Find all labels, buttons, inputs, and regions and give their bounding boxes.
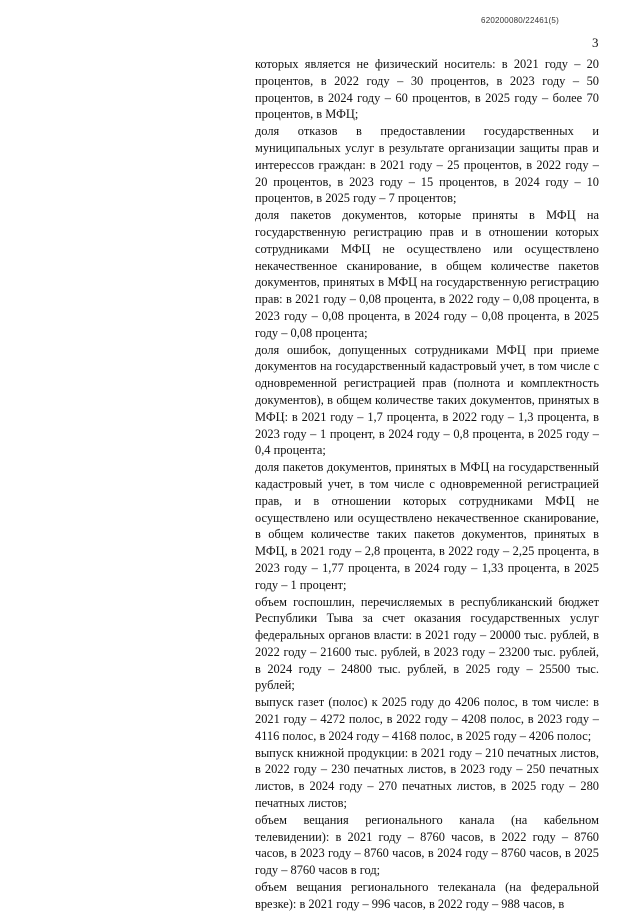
paragraph: выпуск книжной продукции: в 2021 году – 210 печатных листов, в 2022 году – 230 печатных листов, в 2023 году – 250 печатных листов, в 2024 году – 270 печатных листов, в 2025 году – 280 печатных листов; bbox=[255, 745, 599, 811]
document-id: 620200080/22461(5) bbox=[481, 16, 559, 25]
page-number: 3 bbox=[592, 35, 599, 50]
paragraph: объем вещания регионального канала (на кабельном телевидении): в 2021 году – 8760 часов, в 2022 году – 8760 часов, в 2023 году – 8760 часов, в 2024 году – 8760 часов, в 2025 году – 8760 часов в год; bbox=[255, 812, 599, 878]
paragraph: которых является не физический носитель: в 2021 году – 20 процентов, в 2022 году – 30 процентов, в 2023 году – 50 процентов, в 2024 году – 60 процентов, в 2025 году – более 70 процентов, в МФЦ; bbox=[255, 57, 599, 122]
paragraph: объем госпошлин, перечисляемых в республиканский бюджет Республики Тыва за счет оказания государственных услуг федеральных органов власти: в 2021 году – 20000 тыс. рублей, в 2022 году – 21600 тыс. рублей, в 2023 году – 23200 тыс. рублей, в 2024 году – 24800 тыс. рублей, в 2025 году – 25500 тыс. рублей; bbox=[255, 594, 599, 693]
paragraph: доля пакетов документов, которые приняты в МФЦ на государственную регистрацию прав и в отношении которых сотрудниками МФЦ не осуществлено или осуществлено некачественное сканирование, в общем количестве пакетов документов, принятых в МФЦ на государственную регистрацию прав: в 2021 году – 0,08 процента, в 2022 году – 0,08 процента, в 2023 году – 0,08 процента, в 2024 году – 0,08 процента, в 2025 году – 0,08 процента; bbox=[255, 208, 599, 340]
paragraph: выпуск газет (полос) к 2025 году до 4206 полос, в том числе: в 2021 году – 4272 полос, в 2022 году – 4208 полос, в 2023 году – 4116 полос, в 2024 году – 4168 полос, в 2025 году – 4206 полос; bbox=[255, 695, 599, 743]
paragraph: объем вещания регионального телеканала (на федеральной врезке): в 2021 году – 996 часов, в 2022 году – 988 часов, в bbox=[255, 880, 599, 911]
paragraph: доля пакетов документов, принятых в МФЦ на государственный кадастровый учет, в том числе с одновременной регистрацией прав, и в отношении которых сотрудниками МФЦ не осуществлено или осуществлено некачественное сканирование, в общем количестве таких пакетов документов, принятых в МФЦ, в 2021 году – 2,8 процента, в 2022 году – 2,25 процента, в 2023 году – 1,77 процента, в 2024 году – 1,33 процента, в 2025 году – 1 процент; bbox=[255, 460, 599, 592]
paragraph: доля отказов в предоставлении государственных и муниципальных услуг в результате организации защиты прав и интерессов граждан: в 2021 году – 25 процентов, в 2022 году – 20 процентов, в 2023 году – 15 процентов, в 2024 году – 10 процентов, в 2025 году – 7 процентов; bbox=[255, 124, 599, 206]
document-body bbox=[255, 56, 599, 913]
paragraph: доля ошибок, допущенных сотрудниками МФЦ при приеме документов на государственный кадастровый учет, в том числе с одновременной регистрацией прав (полнота и комплектность документов), в общем количестве таких документов, принятых в МФЦ: в 2021 году – 1,7 процента, в 2022 году – 1,3 процента, в 2023 году – 1 процент, в 2024 году – 0,8 процента, в 2025 году – 0,4 процента; bbox=[255, 342, 599, 458]
